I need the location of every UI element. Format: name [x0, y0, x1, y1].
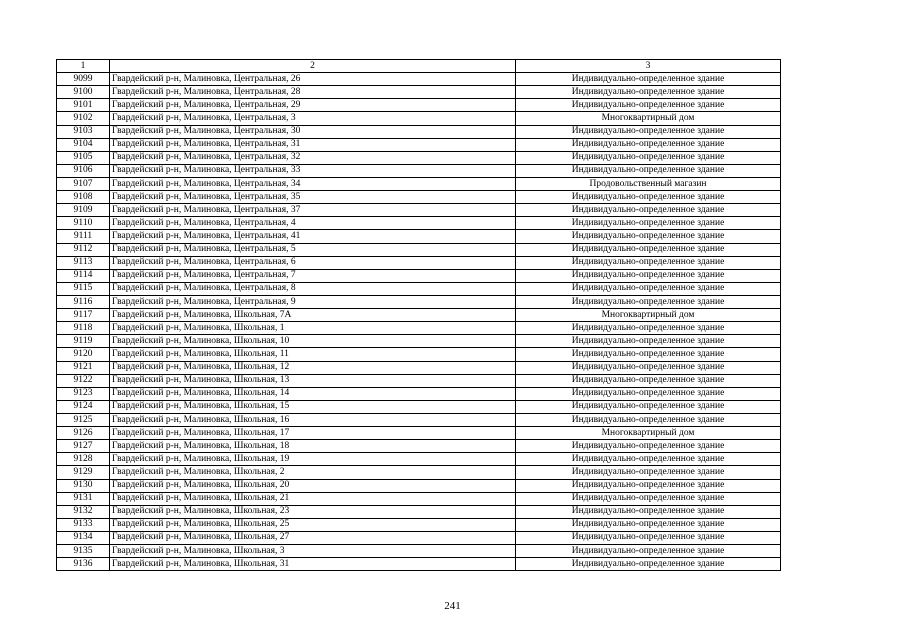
address-cell: Гвардейский р-н, Малиновка, Центральная, 34 — [110, 177, 516, 190]
object-type-cell: Индивидуально-определенное здание — [516, 531, 781, 544]
object-type-cell: Индивидуально-определенное здание — [516, 545, 781, 558]
row-number-cell: 9135 — [57, 545, 110, 558]
table-row — [57, 545, 781, 558]
row-number-cell: 9117 — [57, 309, 110, 322]
row-number-cell: 9112 — [57, 243, 110, 256]
address-cell: Гвардейский р-н, Малиновка, Школьная, 13 — [110, 374, 516, 387]
object-type-cell: Индивидуально-определенное здание — [516, 138, 781, 151]
address-cell: Гвардейский р-н, Малиновка, Школьная, 23 — [110, 505, 516, 518]
table-row — [57, 387, 781, 400]
table-row — [57, 295, 781, 308]
object-type-cell: Индивидуально-определенное здание — [516, 361, 781, 374]
table-row — [57, 413, 781, 426]
address-cell: Гвардейский р-н, Малиновка, Школьная, 11 — [110, 348, 516, 361]
object-type-cell: Индивидуально-определенное здание — [516, 518, 781, 531]
address-cell: Гвардейский р-н, Малиновка, Школьная, 3 — [110, 545, 516, 558]
table-row — [57, 466, 781, 479]
table-body — [57, 60, 781, 571]
object-type-cell: Индивидуально-определенное здание — [516, 453, 781, 466]
address-cell: Гвардейский р-н, Малиновка, Школьная, 1 — [110, 322, 516, 335]
table-row — [57, 531, 781, 544]
row-number-cell: 9110 — [57, 217, 110, 230]
row-number-cell: 9127 — [57, 440, 110, 453]
address-cell: Гвардейский р-н, Малиновка, Школьная, 31 — [110, 558, 516, 571]
table-row — [57, 479, 781, 492]
object-type-cell: Индивидуально-определенное здание — [516, 479, 781, 492]
table-row — [57, 243, 781, 256]
table-row — [57, 164, 781, 177]
object-type-cell: Индивидуально-определенное здание — [516, 256, 781, 269]
object-type-cell: Индивидуально-определенное здание — [516, 217, 781, 230]
table-row — [57, 282, 781, 295]
address-cell: Гвардейский р-н, Малиновка, Центральная, 35 — [110, 191, 516, 204]
row-number-cell: 9133 — [57, 518, 110, 531]
object-type-cell: Продовольственный магазин — [516, 177, 781, 190]
address-cell: Гвардейский р-н, Малиновка, Школьная, 2 — [110, 466, 516, 479]
address-cell: Гвардейский р-н, Малиновка, Центральная, 26 — [110, 73, 516, 86]
address-cell: Гвардейский р-н, Малиновка, Центральная, 31 — [110, 138, 516, 151]
object-type-cell: Индивидуально-определенное здание — [516, 335, 781, 348]
address-cell: Гвардейский р-н, Малиновка, Центральная, 7 — [110, 269, 516, 282]
column-header-3: 3 — [516, 60, 781, 73]
row-number-cell: 9121 — [57, 361, 110, 374]
address-cell: Гвардейский р-н, Малиновка, Школьная, 25 — [110, 518, 516, 531]
table-row — [57, 230, 781, 243]
address-cell: Гвардейский р-н, Малиновка, Школьная, 10 — [110, 335, 516, 348]
object-type-cell: Индивидуально-определенное здание — [516, 558, 781, 571]
table-row — [57, 335, 781, 348]
table-row — [57, 309, 781, 322]
object-type-cell: Индивидуально-определенное здание — [516, 322, 781, 335]
table-row — [57, 505, 781, 518]
row-number-cell: 9136 — [57, 558, 110, 571]
row-number-cell: 9103 — [57, 125, 110, 138]
table-row — [57, 453, 781, 466]
table-row — [57, 191, 781, 204]
row-number-cell: 9134 — [57, 531, 110, 544]
object-type-cell: Индивидуально-определенное здание — [516, 73, 781, 86]
address-cell: Гвардейский р-н, Малиновка, Школьная, 12 — [110, 361, 516, 374]
row-number-cell: 9100 — [57, 86, 110, 99]
address-cell: Гвардейский р-н, Малиновка, Школьная, 15 — [110, 400, 516, 413]
address-cell: Гвардейский р-н, Малиновка, Центральная, 30 — [110, 125, 516, 138]
address-cell: Гвардейский р-н, Малиновка, Центральная, 33 — [110, 164, 516, 177]
row-number-cell: 9131 — [57, 492, 110, 505]
object-type-cell: Индивидуально-определенное здание — [516, 125, 781, 138]
table-row — [57, 322, 781, 335]
object-type-cell: Индивидуально-определенное здание — [516, 164, 781, 177]
row-number-cell: 9099 — [57, 73, 110, 86]
object-type-cell: Многоквартирный дом — [516, 427, 781, 440]
object-type-cell: Индивидуально-определенное здание — [516, 400, 781, 413]
address-cell: Гвардейский р-н, Малиновка, Центральная, 5 — [110, 243, 516, 256]
row-number-cell: 9125 — [57, 413, 110, 426]
address-cell: Гвардейский р-н, Малиновка, Центральная, 37 — [110, 204, 516, 217]
address-cell: Гвардейский р-н, Малиновка, Центральная, 28 — [110, 86, 516, 99]
address-cell: Гвардейский р-н, Малиновка, Центральная, 8 — [110, 282, 516, 295]
table-row — [57, 73, 781, 86]
table-row — [57, 112, 781, 125]
table-row — [57, 125, 781, 138]
address-cell: Гвардейский р-н, Малиновка, Центральная, 41 — [110, 230, 516, 243]
address-cell: Гвардейский р-н, Малиновка, Школьная, 27 — [110, 531, 516, 544]
row-number-cell: 9114 — [57, 269, 110, 282]
row-number-cell: 9102 — [57, 112, 110, 125]
row-number-cell: 9128 — [57, 453, 110, 466]
row-number-cell: 9108 — [57, 191, 110, 204]
object-type-cell: Индивидуально-определенное здание — [516, 505, 781, 518]
object-type-cell: Индивидуально-определенное здание — [516, 374, 781, 387]
object-type-cell: Индивидуально-определенное здание — [516, 230, 781, 243]
row-number-cell: 9111 — [57, 230, 110, 243]
address-cell: Гвардейский р-н, Малиновка, Школьная, 20 — [110, 479, 516, 492]
table-row — [57, 217, 781, 230]
table-row — [57, 558, 781, 571]
address-cell: Гвардейский р-н, Малиновка, Школьная, 7А — [110, 309, 516, 322]
table-row — [57, 177, 781, 190]
row-number-cell: 9123 — [57, 387, 110, 400]
object-type-cell: Индивидуально-определенное здание — [516, 204, 781, 217]
row-number-cell: 9107 — [57, 177, 110, 190]
object-type-cell: Индивидуально-определенное здание — [516, 243, 781, 256]
object-type-cell: Индивидуально-определенное здание — [516, 387, 781, 400]
table-row — [57, 86, 781, 99]
address-cell: Гвардейский р-н, Малиновка, Центральная, 6 — [110, 256, 516, 269]
column-header-1: 1 — [57, 60, 110, 73]
address-cell: Гвардейский р-н, Малиновка, Центральная, 3 — [110, 112, 516, 125]
row-number-cell: 9130 — [57, 479, 110, 492]
table-row — [57, 204, 781, 217]
object-type-cell: Индивидуально-определенное здание — [516, 440, 781, 453]
table-row — [57, 269, 781, 282]
object-type-cell: Индивидуально-определенное здание — [516, 191, 781, 204]
object-type-cell: Индивидуально-определенное здание — [516, 269, 781, 282]
row-number-cell: 9105 — [57, 151, 110, 164]
address-cell: Гвардейский р-н, Малиновка, Школьная, 19 — [110, 453, 516, 466]
row-number-cell: 9109 — [57, 204, 110, 217]
row-number-cell: 9132 — [57, 505, 110, 518]
row-number-cell: 9129 — [57, 466, 110, 479]
address-cell: Гвардейский р-н, Малиновка, Школьная, 14 — [110, 387, 516, 400]
table-row — [57, 138, 781, 151]
table-row — [57, 348, 781, 361]
table-row — [57, 492, 781, 505]
table-row — [57, 518, 781, 531]
page-number: 241 — [444, 600, 461, 612]
table-row — [57, 151, 781, 164]
object-type-cell: Индивидуально-определенное здание — [516, 282, 781, 295]
address-cell: Гвардейский р-н, Малиновка, Центральная, 29 — [110, 99, 516, 112]
row-number-cell: 9124 — [57, 400, 110, 413]
row-number-cell: 9119 — [57, 335, 110, 348]
object-type-cell: Индивидуально-определенное здание — [516, 151, 781, 164]
table-row — [57, 427, 781, 440]
table-row — [57, 256, 781, 269]
row-number-cell: 9104 — [57, 138, 110, 151]
row-number-cell: 9126 — [57, 427, 110, 440]
object-type-cell: Многоквартирный дом — [516, 309, 781, 322]
object-type-cell: Индивидуально-определенное здание — [516, 466, 781, 479]
data-table — [56, 59, 781, 571]
row-number-cell: 9106 — [57, 164, 110, 177]
object-type-cell: Индивидуально-определенное здание — [516, 348, 781, 361]
row-number-cell: 9113 — [57, 256, 110, 269]
address-cell: Гвардейский р-н, Малиновка, Школьная, 16 — [110, 413, 516, 426]
row-number-cell: 9116 — [57, 295, 110, 308]
table-row — [57, 361, 781, 374]
row-number-cell: 9115 — [57, 282, 110, 295]
address-cell: Гвардейский р-н, Малиновка, Центральная, 9 — [110, 295, 516, 308]
table-header-row — [57, 60, 781, 73]
address-cell: Гвардейский р-н, Малиновка, Школьная, 17 — [110, 427, 516, 440]
object-type-cell: Индивидуально-определенное здание — [516, 99, 781, 112]
object-type-cell: Индивидуально-определенное здание — [516, 295, 781, 308]
table-row — [57, 400, 781, 413]
table-row — [57, 99, 781, 112]
row-number-cell: 9118 — [57, 322, 110, 335]
address-cell: Гвардейский р-н, Малиновка, Центральная, 4 — [110, 217, 516, 230]
row-number-cell: 9122 — [57, 374, 110, 387]
address-cell: Гвардейский р-н, Малиновка, Центральная, 32 — [110, 151, 516, 164]
row-number-cell: 9101 — [57, 99, 110, 112]
column-header-2: 2 — [110, 60, 516, 73]
address-cell: Гвардейский р-н, Малиновка, Школьная, 18 — [110, 440, 516, 453]
object-type-cell: Индивидуально-определенное здание — [516, 492, 781, 505]
object-type-cell: Индивидуально-определенное здание — [516, 86, 781, 99]
object-type-cell: Многоквартирный дом — [516, 112, 781, 125]
table-row — [57, 374, 781, 387]
address-cell: Гвардейский р-н, Малиновка, Школьная, 21 — [110, 492, 516, 505]
table-row — [57, 440, 781, 453]
row-number-cell: 9120 — [57, 348, 110, 361]
object-type-cell: Индивидуально-определенное здание — [516, 413, 781, 426]
